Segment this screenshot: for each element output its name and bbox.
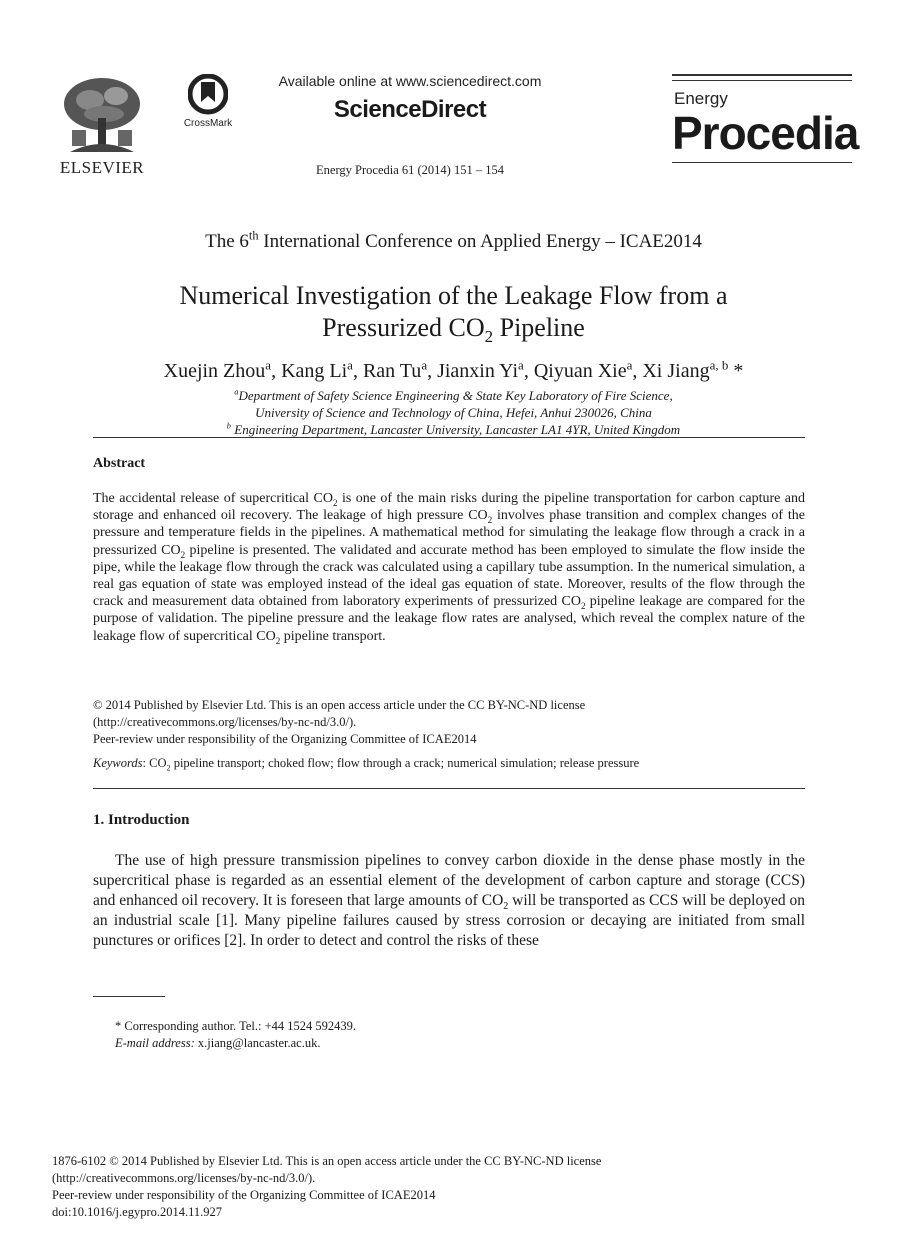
title-line-2-sub: 2 — [484, 327, 494, 347]
keywords-list: pipeline transport; choked flow; flow through a crack; numerical simulation; release pressure — [170, 756, 640, 770]
crossmark-label: CrossMark — [183, 118, 233, 129]
affiliation-b-mark: b — [226, 420, 231, 431]
journal-reference: Energy Procedia 61 (2014) 151 – 154 — [316, 163, 504, 177]
abstract-sub: 2 — [487, 515, 493, 525]
abstract-heading: Abstract — [93, 456, 146, 471]
divider-top — [93, 437, 805, 438]
peer-review-line: Peer-review under responsibility of the Organizing Committee of ICAE2014 — [93, 732, 477, 746]
author-name: Xi Jiang — [642, 360, 710, 382]
email-line — [115, 1035, 805, 1052]
author-name: Xuejin Zhou — [163, 360, 266, 382]
divider-bottom — [93, 788, 805, 789]
author-list — [0, 357, 907, 383]
author-name: Ran Tu — [362, 360, 422, 382]
abstract-seg: pipeline transport. — [280, 628, 386, 644]
abstract-body — [93, 490, 805, 645]
abstract-sub: 2 — [180, 549, 186, 560]
author-sep: , — [271, 360, 282, 382]
intro-seg: will be transported as CCS will be deployed on an industrial scale [1]. Many pipeline failures caused by stress corrosion or decaying are initiated from small punctures or orifices [2]. In order to detect and control the risks of these — [93, 892, 805, 949]
footer-doi[interactable]: doi:10.1016/j.egypro.2014.11.927 — [52, 1205, 223, 1219]
footer-peer-review: Peer-review under responsibility of the Organizing Committee of ICAE2014 — [52, 1188, 436, 1202]
abstract-sub: 2 — [275, 635, 281, 646]
keywords-sub: 2 — [166, 763, 171, 773]
footnote-rule — [93, 996, 165, 997]
affiliation-b-text: Engineering Department, Lancaster University, Lancaster LA1 4YR, United Kingdom — [231, 422, 681, 437]
author — [642, 357, 744, 382]
conference-sup: th — [248, 228, 259, 243]
author-sep: , — [632, 360, 643, 382]
author-aff: a — [626, 357, 633, 373]
author-aff: a — [347, 357, 353, 373]
author-sep: , — [352, 360, 363, 382]
author-sep: , — [427, 360, 438, 382]
affiliation-a-text: Department of Safety Science Engineering & State Key Laboratory of Fire Science, — [238, 388, 673, 403]
introduction-paragraph — [93, 851, 805, 951]
energy-procedia-logo — [672, 74, 859, 174]
logo-rule-bottom — [672, 162, 852, 163]
logo-rule-top — [672, 74, 852, 76]
footnote — [115, 1018, 805, 1052]
title-line-2 — [0, 312, 907, 347]
elsevier-tree-icon — [60, 74, 144, 158]
title-line-1: Numerical Investigation of the Leakage Flow from a — [179, 281, 728, 310]
abstract-seg: involves phase transition and complex changes of the pressure and temperature fields in the pipelines. A mathematical method for simulating the leakage flow through a crack in a pressurized CO — [93, 508, 805, 558]
affiliation-a-mark: a — [234, 386, 239, 397]
abstract-seg: pipeline leakage are compared for the purpose of validation. The pipeline pressure and the leakage flow rates are analysed, which reveal the complex nature of the leakage flow of supercritical CO — [93, 594, 805, 644]
sciencedirect-brand: ScienceDirect — [333, 96, 487, 123]
elsevier-wordmark: ELSEVIER — [59, 158, 145, 177]
section-heading-introduction: 1. Introduction — [93, 812, 190, 828]
license-statement — [93, 697, 805, 748]
keywords-pre: : CO — [142, 756, 167, 770]
corresponding-author: * Corresponding author. Tel.: +44 1524 592439. — [115, 1019, 356, 1033]
affiliation-a-line-2: University of Science and Technology of China, Hefei, Anhui 230026, China — [255, 405, 652, 420]
keywords-label: Keywords — [93, 756, 143, 770]
author-name: Qiyuan Xie — [533, 360, 627, 382]
abstract-sub: 2 — [580, 601, 586, 612]
intro-sub: 2 — [503, 901, 509, 913]
affiliation-a-line-1 — [0, 387, 907, 404]
intro-seg: The use of high pressure transmission pipelines to convey carbon dioxide in the dense phase mostly in the supercritical phase is regarded as an essential element of the development of carbon capture and storage (CCS) and enhanced oil recovery. It is foreseen that large amounts of CO — [93, 852, 805, 909]
author — [281, 357, 363, 382]
author-aff: a — [518, 357, 524, 373]
paper-title — [0, 280, 907, 347]
abstract-seg: is one of the main risks during the pipeline transportation for carbon capture and storage and enhanced oil recovery. The leakage of high pressure CO — [93, 491, 806, 524]
license-link[interactable]: (http://creativecommons.org/licenses/by-nc-nd/3.0/). — [93, 715, 357, 729]
keywords — [93, 756, 805, 771]
author — [362, 357, 438, 382]
author-name: Jianxin Yi — [437, 360, 519, 382]
available-online-text: Available online at www.sciencedirect.com — [278, 73, 542, 89]
page-footer — [52, 1153, 812, 1221]
title-line-2-post: Pipeline — [493, 313, 585, 342]
footer-copyright: 1876-6102 © 2014 Published by Elsevier Ltd. This is an open access article under the CC BY-NC-ND license — [52, 1154, 602, 1168]
author — [533, 357, 643, 382]
logo-rule-second — [672, 80, 852, 81]
email-label: E-mail address: — [115, 1036, 195, 1050]
author — [437, 357, 534, 382]
abstract-seg: pipeline is presented. The validated and accurate method has been employed to simulate the flow inside the pipe, while the leakage flow through the crack was calculated using a capillary tube assumption. In the numerical simulation, a real gas equation of state was employed instead of the ideal gas equation of state. Moreover, results of the flow through the crack and measurement data obtained from laboratory experiments of pressurized CO — [93, 542, 805, 610]
abstract-sub: 2 — [332, 497, 338, 508]
author-aff: a — [265, 357, 272, 373]
affiliation-b — [0, 421, 907, 438]
logo-procedia-text: Procedia — [672, 107, 859, 159]
license-line-1: © 2014 Published by Elsevier Ltd. This is an open access article under the CC BY-NC-ND license — [93, 698, 586, 712]
affiliations — [0, 387, 907, 438]
conference-line — [0, 228, 907, 253]
author-aff: a — [421, 357, 428, 373]
author-sep: , — [523, 360, 534, 382]
title-line-2-pre: Pressurized CO — [322, 313, 485, 342]
email-address[interactable]: x.jiang@lancaster.ac.uk. — [194, 1036, 321, 1050]
author — [163, 357, 282, 382]
author-name: Kang Li — [281, 360, 348, 382]
abstract-seg: The accidental release of supercritical CO — [93, 491, 333, 506]
author-sep: * — [728, 360, 744, 382]
conference-pre: The 6 — [205, 231, 249, 252]
elsevier-logo — [52, 74, 152, 178]
logo-energy-text: Energy — [674, 89, 728, 108]
footer-license-link[interactable]: (http://creativecommons.org/licenses/by-nc-nd/3.0/). — [52, 1171, 316, 1185]
conference-post: International Conference on Applied Energy – ICAE2014 — [258, 231, 702, 252]
author-aff: a, b — [709, 357, 729, 373]
